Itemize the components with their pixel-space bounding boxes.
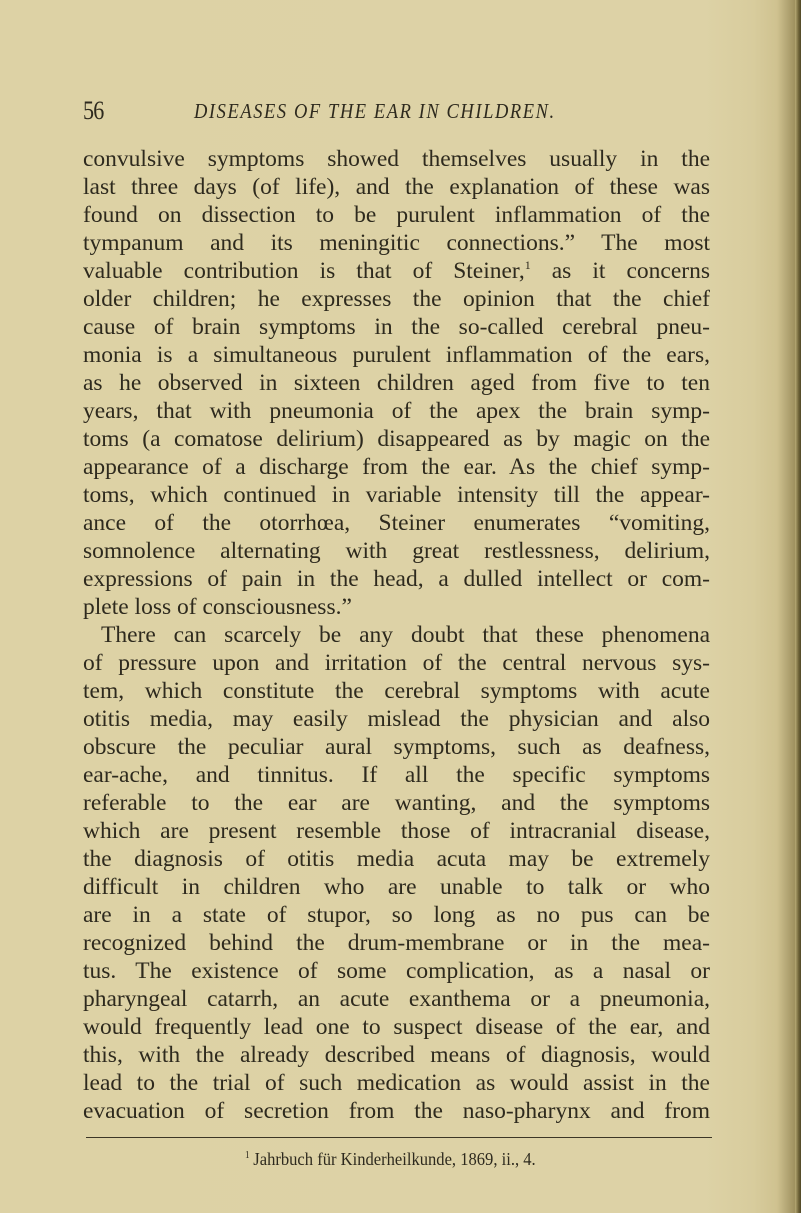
text-line: monia is a simultaneous purulent inflammation of the ears, bbox=[83, 342, 710, 368]
page-number: 56 bbox=[83, 96, 104, 125]
text-line: the diagnosis of otitis media acuta may be extremely bbox=[83, 846, 710, 872]
footnote-marker: 1 bbox=[245, 1150, 250, 1161]
text-line: referable to the ear are wanting, and the symptoms bbox=[83, 790, 710, 816]
text-line: difficult in children who are unable to talk or who bbox=[83, 874, 710, 900]
text-line: this, with the already described means of diagnosis, would bbox=[83, 1042, 710, 1068]
text-line: convulsive symptoms showed themselves usually in the bbox=[83, 146, 710, 172]
text-line: plete loss of consciousness.” bbox=[83, 594, 352, 620]
running-title: DISEASES OF THE EAR IN CHILDREN. bbox=[194, 99, 556, 123]
text-line: would frequently lead one to suspect disease of the ear, and bbox=[83, 1014, 710, 1040]
text-line: somnolence alternating with great restlessness, delirium, bbox=[83, 538, 710, 564]
text-line: of pressure upon and irritation of the central nervous sys- bbox=[83, 650, 710, 676]
running-head bbox=[83, 96, 723, 126]
footnote-reference[interactable]: 1 bbox=[524, 258, 531, 272]
text-line: expressions of pain in the head, a dulled intellect or com- bbox=[83, 566, 710, 592]
text-line: obscure the peculiar aural symptoms, such as deafness, bbox=[83, 734, 710, 760]
text-line: found on dissection to be purulent inflammation of the bbox=[83, 202, 710, 228]
text-line: are in a state of stupor, so long as no pus can be bbox=[83, 902, 710, 928]
text-line: ance of the otorrhœa, Steiner enumerates “vomiting, bbox=[83, 510, 710, 536]
text-line: toms, which continued in variable intensity till the appear- bbox=[83, 482, 710, 508]
text-line: tus. The existence of some complication, as a nasal or bbox=[83, 958, 710, 984]
body-text bbox=[83, 145, 710, 1125]
text-line: tympanum and its meningitic connections.” The most bbox=[83, 230, 710, 256]
book-spine-edge bbox=[795, 0, 801, 1213]
text-line: older children; he expresses the opinion that the chief bbox=[83, 286, 710, 312]
text-line: toms (a comatose delirium) disappeared as by magic on the bbox=[83, 426, 710, 452]
footnote-text: Jahrbuch für Kinderheilkunde, 1869, ii., 4. bbox=[253, 1149, 536, 1169]
text-line: pharyngeal catarrh, an acute exanthema or a pneumonia, bbox=[83, 986, 710, 1012]
text-line: last three days (of life), and the explanation of these was bbox=[83, 174, 710, 200]
text-line: tem, which constitute the cerebral symptoms with acute bbox=[83, 678, 710, 704]
text-line: valuable contribution is that of Steiner,$^1$ as it concerns bbox=[83, 258, 710, 284]
text-line: cause of brain symptoms in the so-called cerebral pneu- bbox=[83, 314, 710, 340]
text-line: appearance of a discharge from the ear. As the chief symp- bbox=[83, 454, 710, 480]
footnote-divider bbox=[86, 1137, 712, 1138]
text-line: recognized behind the drum-membrane or in the mea- bbox=[83, 930, 710, 956]
text-line: as he observed in sixteen children aged from five to ten bbox=[83, 370, 710, 396]
text-line: lead to the trial of such medication as would assist in the bbox=[83, 1070, 710, 1096]
text-line: years, that with pneumonia of the apex the brain symp- bbox=[83, 398, 710, 424]
text-line: otitis media, may easily mislead the physician and also bbox=[83, 706, 710, 732]
paragraph-first-line: There can scarcely be any doubt that these phenomena bbox=[101, 622, 710, 648]
text-line: which are present resemble those of intracranial disease, bbox=[83, 818, 710, 844]
text-line: ear-ache, and tinnitus. If all the specific symptoms bbox=[83, 762, 710, 788]
footnote bbox=[245, 1149, 536, 1170]
text-line: evacuation of secretion from the naso-pharynx and from bbox=[83, 1098, 710, 1124]
